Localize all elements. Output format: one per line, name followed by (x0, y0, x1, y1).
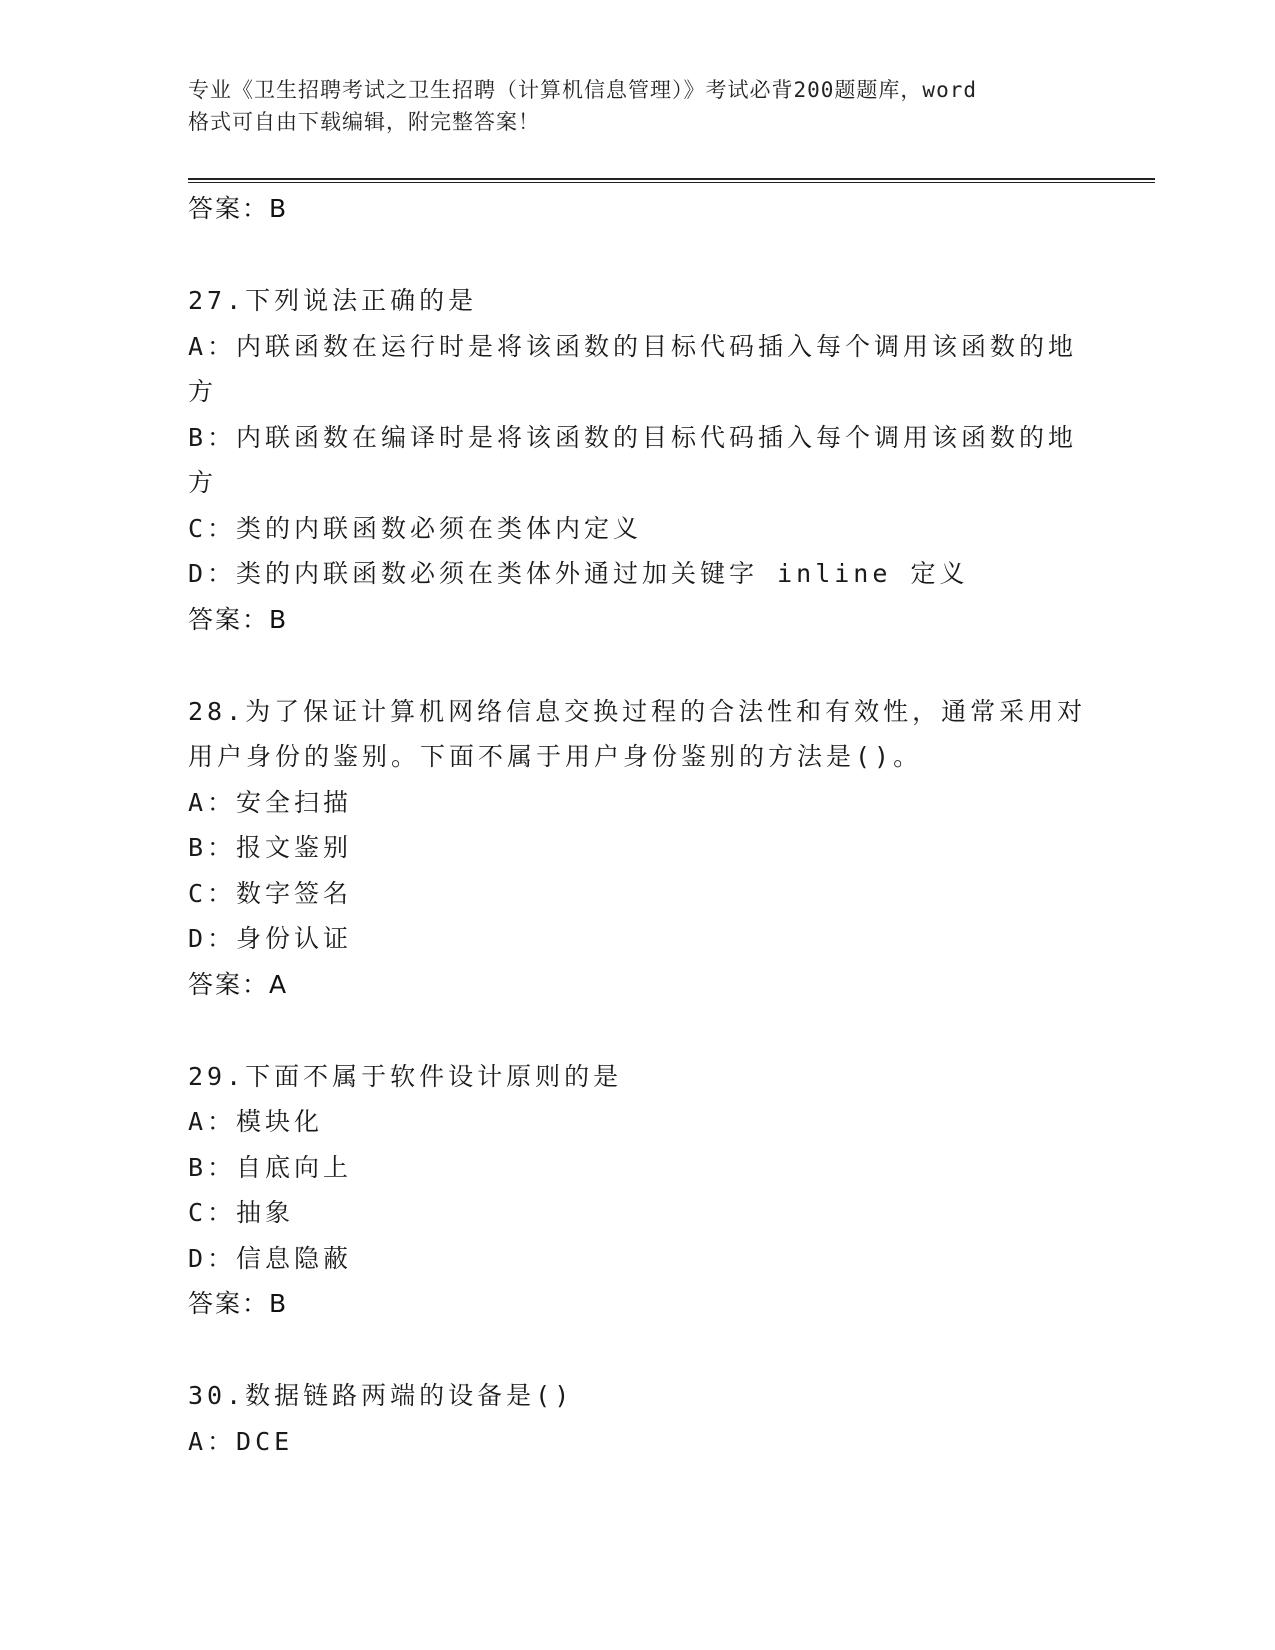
option-line: A：安全扫描 (188, 787, 353, 817)
question-stem (188, 689, 1088, 780)
option-line: A：DCE (188, 1426, 294, 1456)
option-line: C：数字签名 (188, 878, 353, 908)
answer-value: B (269, 1289, 289, 1318)
option-line: B：报文鉴别 (188, 833, 353, 862)
question-stem (188, 1373, 1088, 1419)
question-27 (188, 278, 1088, 642)
option-c (188, 871, 1088, 917)
answer-value: A (269, 969, 289, 999)
answer-label: 答案： (188, 194, 270, 223)
answer-line (188, 1281, 1088, 1326)
option-line: 方 (188, 468, 218, 497)
option-a (188, 780, 1088, 826)
answer-value: B (269, 604, 289, 634)
header-line-2: 格式可自由下载编辑，附完整答案！ (188, 110, 540, 134)
question-stem (188, 278, 1088, 324)
stem-line: 29.下面不属于软件设计原则的是 (188, 1061, 623, 1091)
option-line: B：内联函数在编译时是将该函数的目标代码插入每个调用该函数的地 (188, 422, 1078, 452)
answer-line (188, 186, 1088, 231)
option-b (188, 825, 1088, 871)
option-d (188, 1236, 1088, 1282)
option-a (188, 1099, 1088, 1145)
option-b (188, 415, 1088, 506)
header-divider (188, 178, 1155, 183)
option-a (188, 324, 1088, 415)
stem-line: 30.数据链路两端的设备是() (188, 1381, 574, 1410)
option-c (188, 506, 1088, 552)
answer-line (188, 962, 1088, 1007)
option-line: 方 (188, 377, 218, 406)
question-30 (188, 1373, 1088, 1464)
option-line: B：自底向上 (188, 1152, 353, 1182)
option-c (188, 1190, 1088, 1236)
stem-line: 用户身份的鉴别。下面不属于用户身份鉴别的方法是()。 (188, 742, 923, 771)
stem-line: 28.为了保证计算机网络信息交换过程的合法性和有效性，通常采用对 (188, 696, 1087, 726)
answer-label: 答案： (188, 969, 270, 999)
option-b (188, 1145, 1088, 1191)
document-header (188, 74, 1088, 138)
header-line-1: 专业《卫生招聘考试之卫生招聘（计算机信息管理）》考试必背200题题库，word (188, 78, 977, 102)
option-a (188, 1419, 1088, 1465)
question-29 (188, 1054, 1088, 1327)
question-stem (188, 1054, 1088, 1100)
option-line: D：信息隐蔽 (188, 1243, 353, 1273)
option-line: D：身份认证 (188, 924, 353, 953)
option-d (188, 916, 1088, 962)
option-line: A：内联函数在运行时是将该函数的目标代码插入每个调用该函数的地 (188, 331, 1078, 361)
option-line: A：模块化 (188, 1107, 324, 1136)
question-28 (188, 689, 1088, 1007)
answer-value: B (269, 194, 289, 223)
option-d (188, 551, 1088, 597)
answer-label: 答案： (188, 1289, 270, 1318)
option-line: D：类的内联函数必须在类体外通过加关键字 inline 定义 (188, 559, 969, 588)
option-line: C：类的内联函数必须在类体内定义 (188, 513, 643, 543)
stem-line: 27.下列说法正确的是 (188, 286, 478, 315)
option-line: C：抽象 (188, 1198, 295, 1227)
answer-line (188, 597, 1088, 642)
answer-label: 答案： (188, 604, 270, 634)
question-list (188, 186, 1088, 1464)
